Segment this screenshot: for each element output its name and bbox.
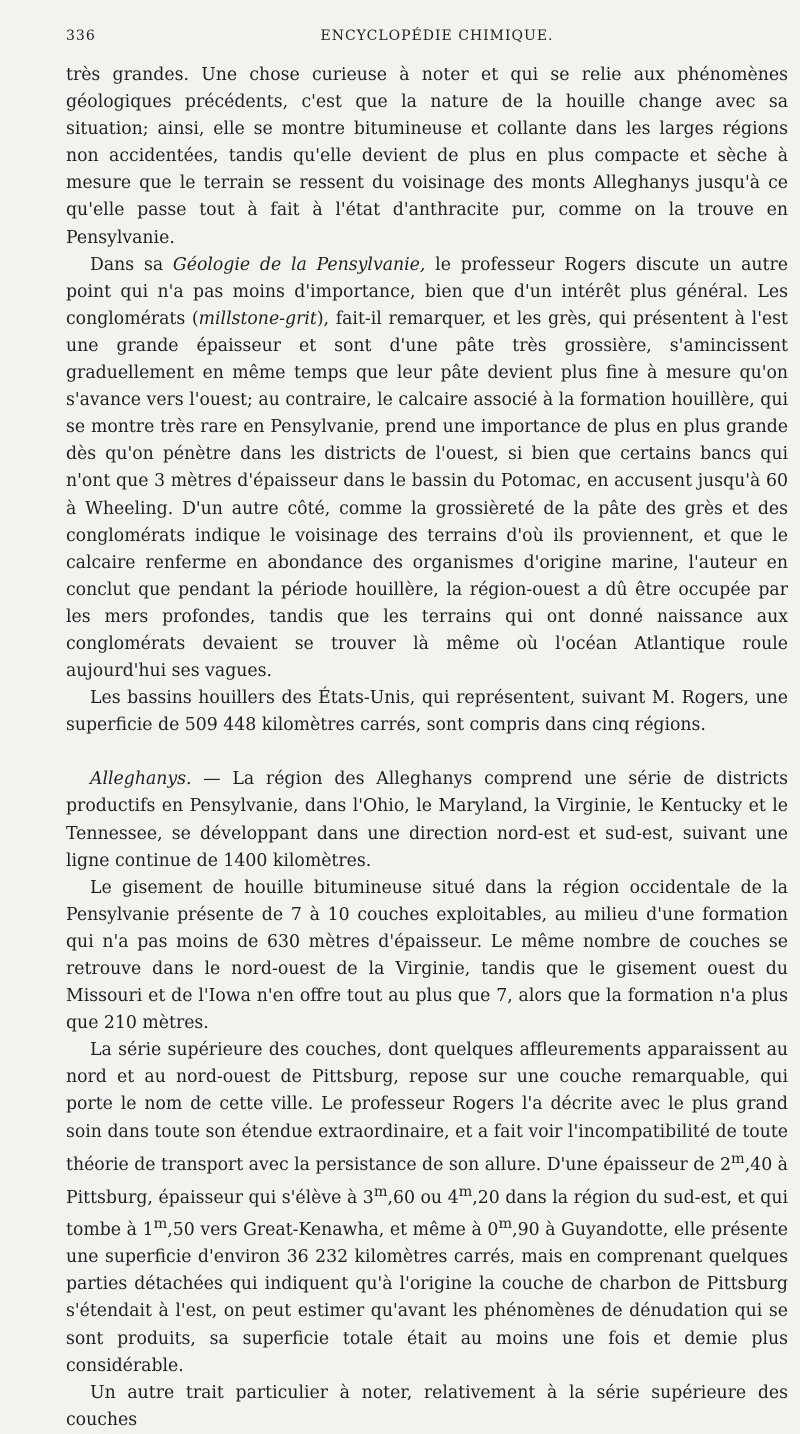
p6-a: La série supérieure des couches, dont quelques affleurements apparaissent au nord et au nord-ouest de Pittsburg, repose sur une couche remarquable, qui porte le nom de cette ville. Le professeur Rogers l'a décrite avec le plus grand soin dans toute son étendue extraordinaire, et a fait voir l'incompatibilité de toute théorie de transport avec la persistance de son allure. D'une épaisseur de 2 (66, 1040, 788, 1175)
paragraph-7: Un autre trait particulier à noter, relativement à la série supérieure des couches (66, 1382, 788, 1430)
p2-mid: le professeur Rogers discute un autre point qui n'a pas moins d'importance, bien que d'un intérêt plus général. Les conglomérats ( (66, 254, 788, 329)
paragraph-2 (66, 252, 788, 686)
unit-superscript: m (731, 1150, 745, 1167)
p6-d: ,20 dans la région du sud-est, et qui tombe à 1 (66, 1187, 789, 1241)
paragraph-1: très grandes. Une chose curieuse à noter et qui se relie aux phénomènes géologiques précédents, c'est que la nature de la houille change avec sa situation; ainsi, elle se montre bitumineuse et collante dans les larges régions non accidentées, tandis qu'elle devient de plus en plus compacte et sèche à mesure que le terrain se ressent du voisinage des monts Alleghanys jusqu'à ce qu'elle passe tout à fait à l'état d'anthracite pur, comme on la trouve en Pensylvanie. (66, 65, 788, 248)
paragraph-3: Les bassins houillers des États-Unis, qui représentent, suivant M. Rogers, une superficie de 509 448 kilomètres carrés, sont compris dans cinq régions. (66, 688, 788, 736)
running-header (66, 28, 788, 62)
unit-superscript: m (498, 1216, 513, 1233)
paragraph-5: Le gisement de houille bitumineuse situé dans la région occidentale de la Pensylvanie présente de 7 à 10 couches exploitables, au milieu d'une formation qui n'a pas moins de 630 mètres d'épaisseur. Le même nombre de couches se retrouve dans le nord-ouest de la Virginie, tandis que le gisement ouest du Missouri et de l'Iowa n'en offre tout au plus que 7, alors que la formation n'a plus que 210 mètres. (66, 877, 788, 1034)
paragraph-6 (66, 1037, 788, 1379)
p2-start: Dans sa (90, 254, 173, 275)
body-text (66, 62, 788, 1434)
page-number: 336 (66, 28, 96, 44)
p4-text: — La région des Alleghanys comprend une série de districts productifs en Pensylvanie, dans l'Ohio, le Maryland, la Virginie, le Kentucky et le Tennessee, se développant dans une direction nord-est et sud-est, suivant une ligne continue de 1400 kilomètres. (66, 769, 788, 871)
book-title: Géologie de la Pensylvanie, (172, 254, 426, 275)
p6-f: ,90 à Guyandotte, elle présente une superficie d'environ 36 232 kilomètres carrés, mais en comprenant quelques parties détachées qui indiquent qu'à l'origine la couche de charbon de Pittsburg s'étendait à l'est, on peut estimer qu'avant les phénomènes de dénudation qui se sont produits, sa superficie totale était au moins une fois et demie plus considérable. (66, 1220, 789, 1376)
p6-c: ,60 ou 4 (387, 1187, 459, 1208)
paragraph-4 (66, 766, 788, 874)
unit-superscript: m (458, 1183, 473, 1200)
running-title: ENCYCLOPÉDIE CHIMIQUE. (320, 28, 554, 44)
p6-e: ,50 vers Great-Kenawha, et même à 0 (167, 1220, 499, 1241)
geological-term: millstone-grit (198, 308, 317, 329)
unit-superscript: m (153, 1216, 168, 1233)
p6-b: ,40 à Pittsburg, épaisseur qui s'élève à 3 (66, 1154, 788, 1208)
unit-superscript: m (373, 1183, 388, 1200)
section-heading: Alleghanys. (90, 769, 192, 790)
p2-end: ), fait-il remarquer, et les grès, qui présentent à l'est une grande épaisseur et sont d'une pâte très grossière, s'amincissent graduellement en même temps que leur pâte devient plus fine à mesure qu'on s'avance vers l'ouest; au contraire, le calcaire associé à la formation houillère, qui se montre très rare en Pensylvanie, prend une importance de plus en plus grande dès qu'on pénètre dans les districts de l'ouest, si bien que certains bancs qui n'ont que 3 mètres d'épaisseur dans le bassin du Potomac, en accusent jusqu'à 60 à Wheeling. D'un autre côté, comme la grossièreté de la pâte des grès et des conglomérats indique le voisinage des terrains d'où ils proviennent, et que le calcaire renferme en abondance des organismes d'origine marine, l'auteur en conclut que pendant la période houillère, la région-ouest a dû être occupée par les mers profondes, tandis que les terrains qui ont donné naissance aux conglomérats devaient se trouver là même où l'océan Atlantique roule aujourd'hui ses vagues. (66, 308, 788, 682)
